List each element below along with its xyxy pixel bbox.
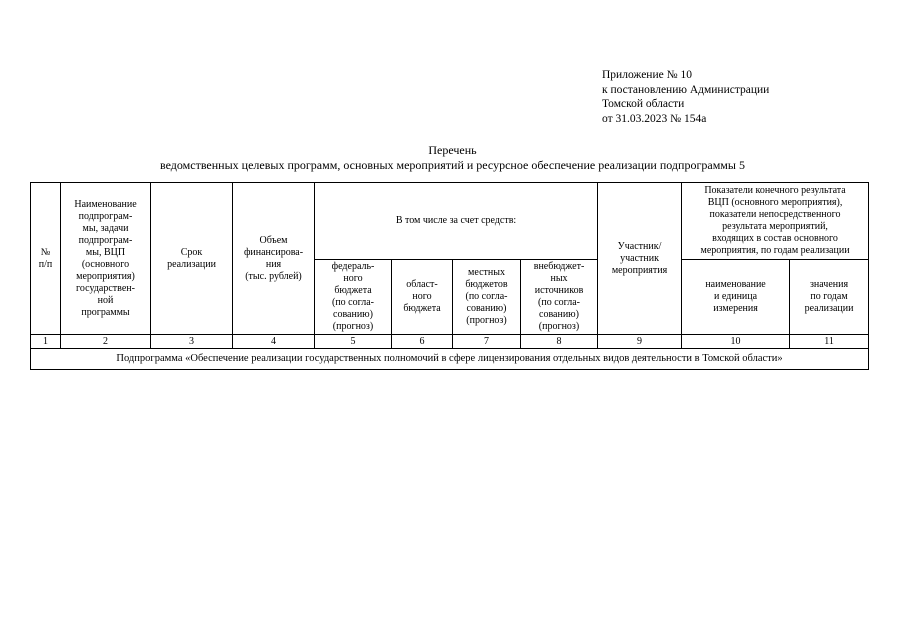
column-number: 11	[790, 335, 869, 349]
appendix-line: к постановлению Администрации	[602, 83, 770, 96]
subprogram-row	[31, 349, 869, 370]
header-row	[31, 183, 869, 260]
column-number: 9	[598, 335, 682, 349]
column-number: 3	[151, 335, 233, 349]
column-number: 10	[682, 335, 790, 349]
column-number: 4	[233, 335, 315, 349]
header-regional: област- ного бюджета	[392, 260, 453, 335]
header-sources-group: В том числе за счет средств:	[315, 183, 598, 260]
column-number: 2	[61, 335, 151, 349]
header-indicator-values: значения по годам реализации	[790, 260, 869, 335]
header-local: местных бюджетов (по согла- сованию) (прогноз)	[453, 260, 521, 335]
header-participant: Участник/ участник мероприятия	[598, 183, 682, 335]
header-volume: Объем финансирова- ния (тыс. рублей)	[233, 183, 315, 335]
header-term: Срок реализации	[151, 183, 233, 335]
program-table	[30, 182, 869, 370]
subprogram-title: Подпрограмма «Обеспечение реализации государственных полномочий в сфере лицензирования отдельных видов деятельности в Томской области»	[31, 349, 869, 370]
header-number: № п/п	[31, 183, 61, 335]
column-number: 5	[315, 335, 392, 349]
appendix-line: от 31.03.2023 № 154а	[602, 112, 707, 125]
header-name: Наименование подпрограм- мы, задачи подпрограм- мы, ВЦП (основного мероприятия) государствен- ной программы	[61, 183, 151, 335]
appendix-line: Приложение № 10	[602, 69, 692, 81]
document-subtitle: ведомственных целевых программ, основных мероприятий и ресурсное обеспечение реализации подпрограммы 5	[160, 158, 745, 172]
header-extrabudget: внебюджет- ных источников (по согла- сованию) (прогноз)	[521, 260, 598, 335]
appendix-line: Томской области	[602, 98, 685, 110]
appendix-block	[602, 68, 769, 126]
column-number: 8	[521, 335, 598, 349]
header-indicators-group: Показатели конечного результата ВЦП (основного мероприятия), показатели непосредственного результата мероприятий, входящих в состав основного мероприятия, по годам реализации	[682, 183, 869, 260]
column-number: 1	[31, 335, 61, 349]
document-title: Перечень	[428, 143, 477, 157]
column-number-row	[31, 335, 869, 349]
column-number: 7	[453, 335, 521, 349]
header-federal: федераль- ного бюджета (по согла- сованию) (прогноз)	[315, 260, 392, 335]
column-number: 6	[392, 335, 453, 349]
header-indicator-name: наименование и единица измерения	[682, 260, 790, 335]
